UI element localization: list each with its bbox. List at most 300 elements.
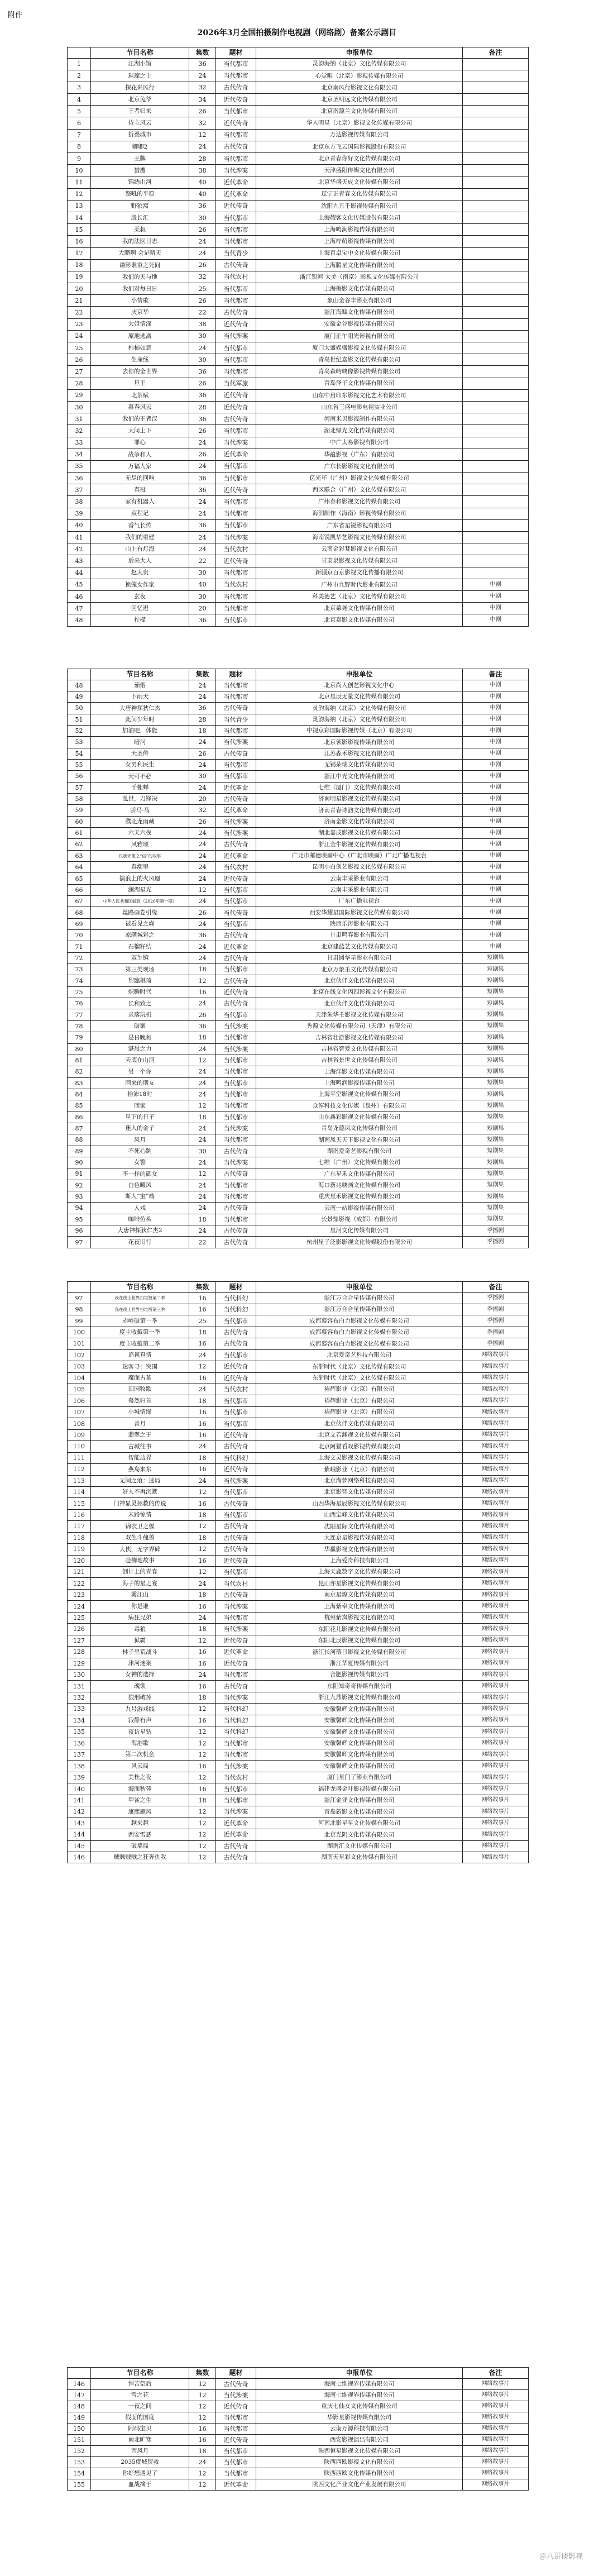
program-title: 你是谁 [91,1601,189,1612]
genre: 近代传奇 [216,389,256,401]
table-row [68,1237,529,1248]
remark: 短剧集 [463,998,529,1009]
remark [463,555,529,567]
genre: 当代都市 [216,964,256,975]
table-row [68,714,529,725]
genre: 近代革命 [216,1829,256,1840]
row-index: 51 [68,714,91,725]
applicant-unit: 上海文灵影视文化传媒有限公司 [256,1452,463,1463]
genre: 当代都市 [216,283,256,295]
header-applicant-unit: 申报单位 [256,1282,463,1293]
program-title: 侍主风云 [91,117,189,129]
episode-count: 24 [189,1077,216,1089]
row-index: 30 [68,401,91,413]
genre: 当代都市 [216,1486,256,1497]
remark: 网络故事片 [463,1486,529,1497]
remark: 网络故事片 [463,1761,529,1772]
remark: 短剧集 [463,1180,529,1191]
episode-count: 12 [189,129,216,141]
applicant-unit: 科美德艺（北京）文化传媒有限公司 [256,590,463,602]
remark: 网络故事片 [463,1372,529,1384]
genre: 近代传奇 [216,401,256,413]
table-row [68,590,529,602]
remark: 网络故事片 [463,1589,529,1600]
row-index: 146 [68,1852,91,1863]
program-title: 生命线 [91,354,189,366]
remark: 中剧 [463,907,529,918]
remark: 短剧集 [463,1009,529,1020]
genre: 古代传奇 [216,82,256,93]
program-title: 度主收戴第二季 [91,1338,189,1349]
table-row [68,862,529,873]
table-row [68,1123,529,1134]
program-title: 海子的星之宴 [91,1578,189,1589]
remark: 中剧 [463,590,529,602]
genre: 近代革命 [216,449,256,460]
row-index: 118 [68,1532,91,1543]
program-title: 血战擒于 [91,2479,189,2490]
table-row [68,283,529,295]
program-title: 搞浪上的火凤凰 [91,873,189,884]
program-title: 澜湄星光 [91,884,189,895]
table-row [68,1669,529,1680]
table-row [68,884,529,895]
remark [463,543,529,555]
program-title: 求落玩机 [91,1009,189,1020]
applicant-unit: 大连京星影视传媒有限公司 [256,1532,463,1543]
table-row [68,82,529,93]
program-title: 是日晚和 [91,1032,189,1043]
remark [463,200,529,212]
remark: 网络故事片 [463,1429,529,1440]
episode-count: 26 [189,748,216,759]
program-title: 毒狼 [91,1624,189,1635]
remark: 中剧 [463,691,529,702]
program-title: 甲雀之生 [91,1795,189,1806]
episode-count: 36 [189,473,216,484]
applicant-unit: 上海平空影视文化传媒有限公司 [256,1089,463,1100]
episode-count: 12 [189,2468,216,2479]
applicant-unit: 福建龙盛金叶影视传媒有限公司 [256,1783,463,1795]
genre: 当代涉案 [216,1601,256,1612]
table-row [68,1361,529,1372]
episode-count: 18 [189,1692,216,1703]
row-index: 62 [68,839,91,850]
program-title: 蓦然归首 [91,1395,189,1406]
episode-count: 16 [189,1555,216,1566]
applicant-unit: 万达影视传媒有限公司 [256,129,463,141]
applicant-unit: 北京影智文化传媒有限公司 [256,1486,463,1497]
genre: 近代传奇 [216,873,256,884]
row-index: 10 [68,165,91,176]
row-index: 61 [68,827,91,838]
table-row [68,1418,529,1429]
genre: 当代都市 [216,425,256,437]
applicant-unit: 西安影视演出有限公司 [256,2434,463,2445]
remark: 中剧 [463,884,529,895]
header-genre: 题材 [216,47,256,59]
applicant-unit: 安徽馨辉文化传媒有限公司 [256,1704,463,1715]
row-index: 117 [68,1521,91,1532]
program-title: 此间少年时 [91,714,189,725]
program-title: 双生镜 [91,952,189,963]
applicant-unit: 广东星禾文化传媒有限公司 [256,1168,463,1180]
table-row [68,1429,529,1440]
row-index: 12 [68,188,91,200]
program-title: 风雅颂 [91,839,189,850]
program-title: 我在废土世界扫垃圾第二季 [91,1292,189,1304]
row-index: 146 [68,2378,91,2389]
episode-count: 38 [189,318,216,330]
remark: 中剧 [463,839,529,850]
genre: 当代都市 [216,1418,256,1429]
remark: 网络故事片 [463,1441,529,1452]
table-row [68,1338,529,1349]
episode-count: 32 [189,271,216,283]
remark [463,389,529,401]
table-row [68,543,529,555]
episode-count: 24 [189,952,216,963]
header-episode-count: 集数 [189,2368,216,2379]
genre: 当代农村 [216,271,256,283]
program-title: 折叠城市 [91,129,189,141]
genre: 当代涉案 [216,1123,256,1134]
remark: 网络故事片 [463,1658,529,1669]
applicant-unit: 天津盛阳传媒文化有限公司 [256,165,463,176]
genre: 当代青少 [216,714,256,725]
table-row [68,354,529,366]
applicant-unit: 云南一站影视传媒有限公司 [256,1203,463,1214]
table-row [68,212,529,223]
remark [463,271,529,283]
episode-count: 16 [189,1304,216,1315]
applicant-unit: 甘肃圆华星影业有限公司 [256,952,463,963]
episode-count: 24 [189,691,216,702]
remark: 中剧 [463,850,529,861]
genre: 当代都市 [216,1783,256,1795]
applicant-unit: 甘肃泉影视文化传媒有限公司 [256,555,463,567]
table-row [68,952,529,963]
program-title: 双生斗傀兽 [91,1532,189,1543]
genre: 古代传奇 [216,1589,256,1600]
remark: 网络故事片 [463,1726,529,1738]
remark: 网络故事片 [463,2389,529,2401]
remark: 中剧 [463,805,529,816]
row-index: 42 [68,543,91,555]
episode-count: 36 [189,200,216,212]
program-title: 燕岛来东 [91,1464,189,1475]
table-row [68,117,529,129]
episode-count: 18 [189,1509,216,1520]
program-title: 赵大贵 [91,567,189,579]
program-title: 炽瞬时代 [91,986,189,998]
program-title: 第二次机会 [91,1749,189,1761]
applicant-unit: 北京南源兰文化传媒有限公司 [256,106,463,117]
table-row [68,1852,529,1863]
applicant-unit: 陕西西欧文化传媒有限公司 [256,2468,463,2479]
remark [463,473,529,484]
row-index: 33 [68,437,91,449]
episode-count: 12 [189,1852,216,1863]
program-title: 寂静有声 [91,1715,189,1726]
table-row [68,1066,529,1077]
applicant-unit: 华蕴影视（广东）有限公司 [256,449,463,460]
row-index: 109 [68,1429,91,1440]
episode-count: 12 [189,1361,216,1372]
program-title: 王者归来 [91,106,189,117]
episode-count: 16 [189,1647,216,1658]
program-title: 拾沛18时 [91,1089,189,1100]
row-index: 34 [68,449,91,460]
program-title: 大姐情深 [91,318,189,330]
row-index: 155 [68,2479,91,2490]
episode-count: 12 [189,1738,216,1749]
genre: 古代传奇 [216,259,256,271]
genre: 当代涉案 [216,2389,256,2401]
genre: 近代传奇 [216,2401,256,2412]
genre: 当代涉案 [216,737,256,748]
program-title: 假面的国度 [91,2412,189,2423]
remark: 网络故事片 [463,2434,529,2445]
applicant-unit: 安徽馨辉文化传媒有限公司 [256,1761,463,1772]
program-title: 雪之花 [91,2389,189,2401]
remark [463,449,529,460]
header-genre: 题材 [216,2368,256,2379]
table-row [68,70,529,82]
episode-count: 16 [189,1783,216,1795]
genre: 当代农村 [216,862,256,873]
row-index: 134 [68,1715,91,1726]
episode-count: 24 [189,782,216,793]
episode-count: 18 [189,964,216,975]
remark [463,106,529,117]
table-row [68,1043,529,1055]
applicant-unit: 上海梅影文化传媒有限公司 [256,283,463,295]
applicant-unit: 北京青春你好文化传媒有限公司 [256,153,463,165]
table-row [68,1749,529,1761]
table-row [68,1089,529,1100]
genre: 当代都市 [216,508,256,519]
remark: 短剧集 [463,1214,529,1225]
episode-count: 36 [189,58,216,70]
applicant-unit: 东浙时代（北京）文化传媒有限公司 [256,1372,463,1384]
table-row [68,58,529,70]
remark [463,295,529,307]
row-index: 143 [68,1817,91,1829]
remark [463,330,529,342]
remark: 短剧集 [463,1100,529,1112]
remark [463,318,529,330]
program-title: 我在废土世界扫垃圾第三季 [91,1304,189,1315]
genre: 当代传奇 [216,907,256,918]
episode-count: 28 [189,153,216,165]
program-title: 丝路画卷引缘 [91,907,189,918]
filing-table-page-1 [67,47,529,627]
genre: 当代都市 [216,473,256,484]
applicant-unit: 上海天鹿数字文化传媒有限公司 [256,1567,463,1578]
applicant-unit: 青岛森屿映像影视传媒有限公司 [256,366,463,378]
applicant-unit: 昆明小白创艺影视文化传媒有限公司 [256,862,463,873]
table-row [68,1225,529,1237]
row-index: 1 [68,58,91,70]
episode-count: 24 [189,1384,216,1395]
table-row [68,1486,529,1497]
remark: 网络故事片 [463,1669,529,1680]
program-title: 病狂兄弟 [91,1612,189,1623]
remark: 网络故事片 [463,1509,529,1520]
genre: 当代都市 [216,1406,256,1418]
row-index: 83 [68,1077,91,1089]
header-program-title: 节目名称 [91,2368,189,2379]
episode-count: 24 [189,1134,216,1146]
genre: 近代传奇 [216,117,256,129]
applicant-unit: 无锡朵瑞文化传媒有限公司 [256,759,463,770]
genre: 当代都市 [216,224,256,236]
genre: 当代都市 [216,129,256,141]
program-title: 被看见之巅 [91,918,189,929]
table-row [68,129,529,141]
episode-count: 24 [189,873,216,884]
program-title: 谦影谁重之死间 [91,259,189,271]
episode-count: 28 [189,714,216,725]
genre: 当代都市 [216,70,256,82]
genre: 古代传奇 [216,1203,256,1214]
genre: 当代都市 [216,918,256,929]
applicant-unit: 济南明星影视文化传媒有限公司 [256,793,463,804]
program-title: 柔叔 [91,224,189,236]
header-episode-count: 集数 [189,1282,216,1293]
remark: 网络故事片 [463,2456,529,2468]
genre: 当代都市 [216,603,256,614]
genre: 当代涉案 [216,330,256,342]
genre: 当代都市 [216,342,256,354]
row-index: 99 [68,1315,91,1327]
genre: 古代传奇 [216,998,256,1009]
genre: 近代传奇 [216,986,256,998]
remark: 网络故事片 [463,1361,529,1372]
header-row-index [68,2368,91,2379]
table-row [68,1406,529,1418]
program-title: 罪心 [91,437,189,449]
episode-count: 24 [189,532,216,543]
applicant-unit: 安徽馨辉文化传媒有限公司 [256,1726,463,1738]
table-row [68,200,529,212]
remark [463,129,529,141]
episode-count: 24 [189,236,216,247]
remark: 中剧 [463,873,529,884]
genre: 近代革命 [216,2479,256,2490]
table-row [68,2456,529,2468]
applicant-unit: 安徽馨辉文化传媒有限公司 [256,1715,463,1726]
program-title: 海港歌 [91,1738,189,1749]
row-index: 47 [68,603,91,614]
genre: 当代都市 [216,1567,256,1578]
row-index: 124 [68,1601,91,1612]
table-row [68,964,529,975]
remark [463,342,529,354]
genre: 当代农村 [216,543,256,555]
genre: 当代涉案 [216,1761,256,1772]
episode-count: 36 [189,366,216,378]
table-row [68,94,529,106]
program-title: 魔面古墓 [91,1372,189,1384]
applicant-unit: 云南万源科技有限公司 [256,2423,463,2434]
applicant-unit: 济南金影文化传媒有限公司 [256,816,463,827]
row-index: 54 [68,748,91,759]
applicant-unit: 北京慕尧文化传媒有限公司 [256,603,463,614]
applicant-unit: 东阳北辰影视文化传媒有限公司 [256,1635,463,1646]
row-index: 19 [68,271,91,283]
remark [463,532,529,543]
program-title: 不死心跳 [91,1146,189,1157]
program-title: 换笼女作家 [91,579,189,590]
table-row [68,1715,529,1726]
row-index: 125 [68,1612,91,1623]
remark: 网络故事片 [463,1612,529,1623]
program-title: 未路惊情 [91,1509,189,1520]
applicant-unit: 北京阿猫看戏影视传媒有限公司 [256,1441,463,1452]
remark: 短剧集 [463,1191,529,1202]
episode-count: 36 [189,519,216,531]
episode-count: 12 [189,1704,216,1715]
genre: 当代都市 [216,2412,256,2423]
genre: 古代传奇 [216,2378,256,2389]
applicant-unit: 上海柠萌影视传媒有限公司 [256,236,463,247]
remark [463,425,529,437]
table-row [68,1612,529,1623]
remark [463,247,529,259]
row-index: 76 [68,998,91,1009]
row-index: 11 [68,176,91,188]
episode-count: 26 [189,295,216,307]
applicant-unit: 华影星影视传媒有限公司 [256,2412,463,2423]
row-index: 107 [68,1406,91,1418]
genre: 古代传奇 [216,839,256,850]
episode-count: 12 [189,1840,216,1852]
applicant-unit: 河南米贝影视制作有限公司 [256,413,463,425]
row-index: 28 [68,378,91,389]
applicant-unit: 成都慕容布白力影视文化传媒有限公司 [256,1315,463,1327]
program-title: 千棚蝉 [91,782,189,793]
program-title: 小城情缘 [91,1406,189,1418]
applicant-unit: 东阳知奇奇传媒有限公司 [256,1681,463,1692]
row-index: 145 [68,1840,91,1852]
row-index: 144 [68,1829,91,1840]
applicant-unit: 浙江长河落日影视文化传媒有限公司 [256,1647,463,1658]
remark: 网络故事片 [463,1532,529,1543]
table-row [68,1349,529,1361]
remark: 短剧集 [463,1043,529,1055]
episode-count: 18 [189,2445,216,2456]
genre: 当代涉案 [216,816,256,827]
episode-count: 18 [189,1214,216,1225]
program-title: 雾江山 [91,1589,189,1600]
table-row [68,1772,529,1783]
table-row [68,1134,529,1146]
episode-count: 12 [189,1806,216,1817]
episode-count: 12 [189,975,216,986]
remark: 网络故事片 [463,2423,529,2434]
genre: 当代都市 [216,58,256,70]
applicant-unit: 昆山亦星影视文化传媒有限公司 [256,1578,463,1589]
genre: 当代都市 [216,1089,256,1100]
table-row [68,153,529,165]
program-title: 九号游戏线 [91,1704,189,1715]
program-title: 凉颜城彩之 [91,930,189,941]
table-row [68,703,529,714]
genre: 近代革命 [216,188,256,200]
program-title: 康熙雁风 [91,1806,189,1817]
